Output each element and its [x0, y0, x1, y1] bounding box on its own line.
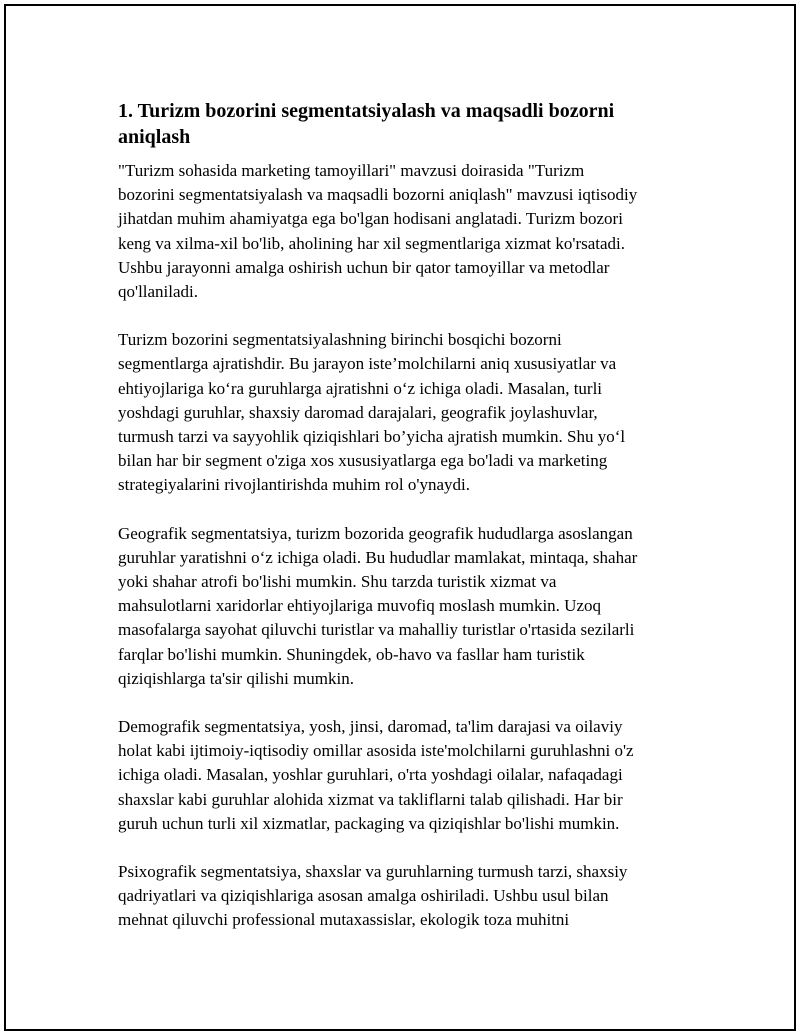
paragraph-intro	[118, 159, 698, 304]
text-line: shaxslar kabi guruhlar alohida xizmat va takliflarni talab qilishadi. Har bir	[118, 789, 623, 809]
text-line: Demografik segmentatsiya, yosh, jinsi, daromad, ta'lim darajasi va oilaviy	[118, 717, 623, 737]
text-line: keng va xilma-xil bo'lib, aholining har xil segmentlariga xizmat ko'rsatadi.	[118, 233, 626, 253]
text-line: ehtiyojlariga ko‘ra guruhlarga ajratishni o‘z ichiga oladi. Masalan, turli	[118, 378, 603, 398]
text-line: Turizm bozorini segmentatsiyalashning birinchi bosqichi bozorni	[118, 330, 562, 350]
text-line: strategiyalarini rivojlantirishda muhim rol o'ynaydi.	[118, 475, 470, 495]
text-line: Ushbu jarayonni amalga oshirish uchun bir qator tamoyillar va metodlar	[118, 257, 610, 277]
text-line: masofalarga sayohat qiluvchi turistlar va mahalliy turistlar o'rtasida sezilarli	[118, 620, 635, 640]
text-line: Geografik segmentatsiya, turizm bozorida geografik hududlarga asoslangan	[118, 523, 633, 543]
page-frame	[4, 4, 796, 1031]
document-body	[118, 98, 698, 957]
text-line: bozorini segmentatsiyalash va maqsadli bozorni aniqlash" mavzusi iqtisodiy	[118, 185, 638, 205]
section-heading	[118, 98, 698, 150]
text-line: ichiga oladi. Masalan, yoshlar guruhlari, o'rta yoshdagi oilalar, nafaqadagi	[118, 765, 623, 785]
text-line: bilan har bir segment o'ziga xos xususiyatlarga ega bo'ladi va marketing	[118, 451, 608, 471]
paragraph-geographic	[118, 522, 698, 691]
text-line: farqlar bo'lishi mumkin. Shuningdek, ob-havo va fasllar ham turistik	[118, 644, 585, 664]
paragraph-psychographic	[118, 860, 698, 933]
text-line: holat kabi ijtimoiy-iqtisodiy omillar asosida iste'molchilarni guruhlashni o'z	[118, 741, 634, 761]
text-line: guruh uchun turli xil xizmatlar, packaging va qiziqishlar bo'lishi mumkin.	[118, 813, 620, 833]
text-line: yoshdagi guruhlar, shaxsiy daromad darajalari, geografik joylashuvlar,	[118, 402, 598, 422]
text-line: yoki shahar atrofi bo'lishi mumkin. Shu tarzda turistik xizmat va	[118, 572, 557, 592]
text-line: segmentlarga ajratishdir. Bu jarayon iste’molchilarni aniq xususiyatlar va	[118, 354, 617, 374]
paragraph-demographic	[118, 715, 698, 836]
heading-line: 1. Turizm bozorini segmentatsiyalash va maqsadli bozorni	[118, 100, 615, 122]
heading-line: aniqlash	[118, 126, 191, 148]
text-line: mehnat qiluvchi professional mutaxassislar, ekologik toza muhitni	[118, 910, 570, 930]
text-line: qadriyatlari va qiziqishlariga asosan amalga oshiriladi. Ushbu usul bilan	[118, 886, 609, 906]
text-line: turmush tarzi va sayyohlik qiziqishlari bo’yicha ajratish mumkin. Shu yo‘l	[118, 427, 626, 447]
paragraph-segmentation-stage	[118, 328, 698, 497]
text-line: qiziqishlarga ta'sir qilishi mumkin.	[118, 668, 355, 688]
text-line: guruhlar yaratishni o‘z ichiga oladi. Bu hududlar mamlakat, mintaqa, shahar	[118, 547, 638, 567]
text-line: "Turizm sohasida marketing tamoyillari" mavzusi doirasida "Turizm	[118, 161, 585, 180]
text-line: jihatdan muhim ahamiyatga ega bo'lgan hodisani anglatadi. Turizm bozori	[118, 209, 623, 229]
text-line: Psixografik segmentatsiya, shaxslar va guruhlarning turmush tarzi, shaxsiy	[118, 862, 628, 882]
text-line: qo'llaniladi.	[118, 282, 199, 302]
text-line: mahsulotlarni xaridorlar ehtiyojlariga muvofiq moslash mumkin. Uzoq	[118, 596, 601, 616]
